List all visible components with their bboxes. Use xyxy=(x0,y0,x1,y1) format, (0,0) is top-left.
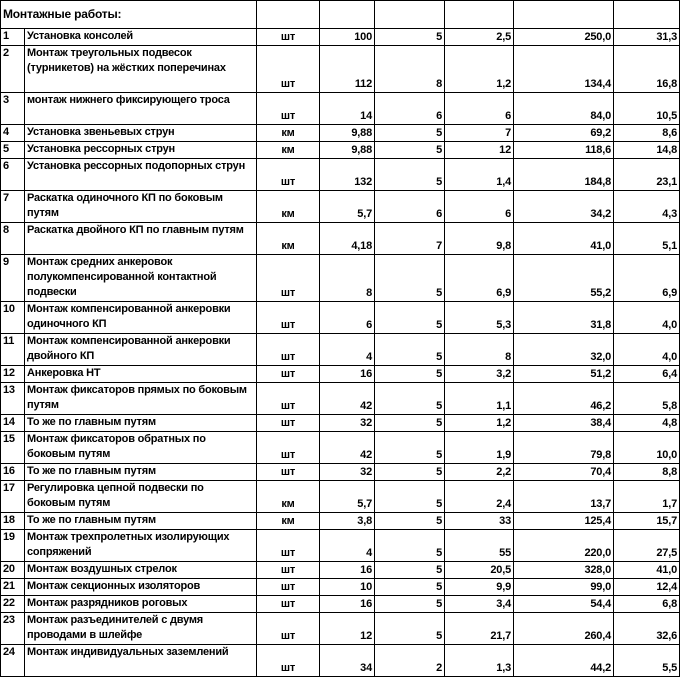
value-cell-b: 1,9 xyxy=(445,432,514,464)
unit-cell: шт xyxy=(257,464,320,481)
value-cell-a: 5 xyxy=(375,530,445,562)
table-row xyxy=(1,645,680,677)
table-row xyxy=(1,596,680,613)
total-cell: 32,0 xyxy=(514,334,614,366)
quantity-cell: 14 xyxy=(320,93,375,125)
value-cell-b: 7 xyxy=(445,125,514,142)
row-number: 21 xyxy=(1,579,25,596)
row-number: 24 xyxy=(1,645,25,677)
table-row xyxy=(1,302,680,334)
total-cell: 34,2 xyxy=(514,191,614,223)
total-cell: 13,7 xyxy=(514,481,614,513)
total-cell: 125,4 xyxy=(514,513,614,530)
quantity-cell: 9,88 xyxy=(320,125,375,142)
value-cell-a: 5 xyxy=(375,255,445,302)
work-name: Установка рессорных струн xyxy=(25,142,257,159)
quantity-cell: 3,8 xyxy=(320,513,375,530)
row-number: 16 xyxy=(1,464,25,481)
total-cell: 46,2 xyxy=(514,383,614,415)
title-row xyxy=(1,1,680,29)
total-cell: 328,0 xyxy=(514,562,614,579)
value-cell-b: 9,9 xyxy=(445,579,514,596)
value-cell-c: 10,0 xyxy=(614,432,680,464)
table-row xyxy=(1,191,680,223)
value-cell-a: 5 xyxy=(375,125,445,142)
work-name: Анкеровка НТ xyxy=(25,366,257,383)
table-row xyxy=(1,29,680,46)
empty-cell xyxy=(445,1,514,29)
work-name: монтаж нижнего фиксирующего троса xyxy=(25,93,257,125)
value-cell-a: 2 xyxy=(375,645,445,677)
work-name: То же по главным путям xyxy=(25,464,257,481)
value-cell-c: 27,5 xyxy=(614,530,680,562)
value-cell-c: 4,0 xyxy=(614,302,680,334)
unit-cell: шт xyxy=(257,645,320,677)
quantity-cell: 16 xyxy=(320,596,375,613)
table-row xyxy=(1,530,680,562)
unit-cell: шт xyxy=(257,432,320,464)
work-name: Монтаж средних анкеровок полукомпенсированной контактной подвески xyxy=(25,255,257,302)
table-row xyxy=(1,415,680,432)
value-cell-c: 23,1 xyxy=(614,159,680,191)
table-row xyxy=(1,513,680,530)
quantity-cell: 100 xyxy=(320,29,375,46)
quantity-cell: 16 xyxy=(320,562,375,579)
unit-cell: шт xyxy=(257,93,320,125)
unit-cell: км xyxy=(257,481,320,513)
empty-cell xyxy=(320,1,375,29)
table-row xyxy=(1,223,680,255)
quantity-cell: 6 xyxy=(320,302,375,334)
unit-cell: шт xyxy=(257,579,320,596)
value-cell-a: 5 xyxy=(375,159,445,191)
value-cell-a: 5 xyxy=(375,481,445,513)
row-number: 9 xyxy=(1,255,25,302)
value-cell-c: 16,8 xyxy=(614,46,680,93)
value-cell-c: 5,1 xyxy=(614,223,680,255)
unit-cell: шт xyxy=(257,613,320,645)
table-row xyxy=(1,93,680,125)
value-cell-b: 21,7 xyxy=(445,613,514,645)
work-name: Монтаж воздушных стрелок xyxy=(25,562,257,579)
work-name: Монтаж треугольных подвесок (турникетов) на жёстких поперечинах xyxy=(25,46,257,93)
quantity-cell: 4 xyxy=(320,334,375,366)
table-row xyxy=(1,562,680,579)
quantity-cell: 8 xyxy=(320,255,375,302)
quantity-cell: 4 xyxy=(320,530,375,562)
value-cell-b: 2,5 xyxy=(445,29,514,46)
row-number: 10 xyxy=(1,302,25,334)
total-cell: 55,2 xyxy=(514,255,614,302)
table-row xyxy=(1,142,680,159)
value-cell-c: 6,8 xyxy=(614,596,680,613)
total-cell: 41,0 xyxy=(514,223,614,255)
value-cell-a: 5 xyxy=(375,29,445,46)
value-cell-c: 4,8 xyxy=(614,415,680,432)
row-number: 4 xyxy=(1,125,25,142)
table-row xyxy=(1,255,680,302)
value-cell-a: 5 xyxy=(375,383,445,415)
total-cell: 79,8 xyxy=(514,432,614,464)
work-name: Монтаж трехпролетных изолирующих сопряжений xyxy=(25,530,257,562)
value-cell-b: 1,2 xyxy=(445,46,514,93)
table-row xyxy=(1,481,680,513)
value-cell-c: 1,7 xyxy=(614,481,680,513)
row-number: 15 xyxy=(1,432,25,464)
work-name: Монтаж индивидуальных заземлений xyxy=(25,645,257,677)
unit-cell: шт xyxy=(257,562,320,579)
value-cell-c: 12,4 xyxy=(614,579,680,596)
unit-cell: км xyxy=(257,125,320,142)
quantity-cell: 9,88 xyxy=(320,142,375,159)
work-name: Монтаж фиксаторов прямых по боковым путям xyxy=(25,383,257,415)
row-number: 20 xyxy=(1,562,25,579)
total-cell: 44,2 xyxy=(514,645,614,677)
value-cell-c: 6,4 xyxy=(614,366,680,383)
row-number: 5 xyxy=(1,142,25,159)
value-cell-b: 8 xyxy=(445,334,514,366)
empty-cell xyxy=(257,1,320,29)
unit-cell: шт xyxy=(257,159,320,191)
value-cell-a: 5 xyxy=(375,334,445,366)
value-cell-c: 5,5 xyxy=(614,645,680,677)
quantity-cell: 16 xyxy=(320,366,375,383)
quantity-cell: 42 xyxy=(320,432,375,464)
work-name: Раскатка одиночного КП по боковым путям xyxy=(25,191,257,223)
work-name: Монтаж разъединителей с двумя проводами в шлейфе xyxy=(25,613,257,645)
quantity-cell: 32 xyxy=(320,415,375,432)
value-cell-a: 5 xyxy=(375,302,445,334)
quantity-cell: 5,7 xyxy=(320,481,375,513)
value-cell-c: 4,0 xyxy=(614,334,680,366)
row-number: 13 xyxy=(1,383,25,415)
row-number: 3 xyxy=(1,93,25,125)
work-name: Монтаж фиксаторов обратных по боковым путям xyxy=(25,432,257,464)
row-number: 1 xyxy=(1,29,25,46)
value-cell-a: 5 xyxy=(375,613,445,645)
quantity-cell: 42 xyxy=(320,383,375,415)
value-cell-a: 8 xyxy=(375,46,445,93)
value-cell-b: 1,2 xyxy=(445,415,514,432)
work-name: Установка звеньевых струн xyxy=(25,125,257,142)
unit-cell: шт xyxy=(257,596,320,613)
value-cell-a: 5 xyxy=(375,513,445,530)
row-number: 8 xyxy=(1,223,25,255)
unit-cell: шт xyxy=(257,255,320,302)
unit-cell: шт xyxy=(257,383,320,415)
total-cell: 38,4 xyxy=(514,415,614,432)
value-cell-b: 1,1 xyxy=(445,383,514,415)
total-cell: 134,4 xyxy=(514,46,614,93)
row-number: 18 xyxy=(1,513,25,530)
unit-cell: шт xyxy=(257,530,320,562)
value-cell-b: 9,8 xyxy=(445,223,514,255)
value-cell-b: 6 xyxy=(445,93,514,125)
quantity-cell: 12 xyxy=(320,613,375,645)
table-row xyxy=(1,579,680,596)
quantity-cell: 10 xyxy=(320,579,375,596)
value-cell-b: 2,4 xyxy=(445,481,514,513)
value-cell-b: 6,9 xyxy=(445,255,514,302)
work-name: Регулировка цепной подвески по боковым путям xyxy=(25,481,257,513)
unit-cell: км xyxy=(257,223,320,255)
work-name: Установка рессорных подопорных струн xyxy=(25,159,257,191)
value-cell-b: 3,4 xyxy=(445,596,514,613)
value-cell-c: 10,5 xyxy=(614,93,680,125)
total-cell: 70,4 xyxy=(514,464,614,481)
quantity-cell: 32 xyxy=(320,464,375,481)
value-cell-c: 6,9 xyxy=(614,255,680,302)
table-row xyxy=(1,432,680,464)
value-cell-a: 6 xyxy=(375,191,445,223)
table-row xyxy=(1,366,680,383)
value-cell-a: 5 xyxy=(375,596,445,613)
work-name: Монтаж компенсированной анкеровки двойного КП xyxy=(25,334,257,366)
value-cell-c: 14,8 xyxy=(614,142,680,159)
work-name: Монтаж компенсированной анкеровки одиночного КП xyxy=(25,302,257,334)
total-cell: 84,0 xyxy=(514,93,614,125)
table-row xyxy=(1,613,680,645)
total-cell: 31,8 xyxy=(514,302,614,334)
value-cell-b: 55 xyxy=(445,530,514,562)
value-cell-b: 20,5 xyxy=(445,562,514,579)
value-cell-a: 5 xyxy=(375,579,445,596)
value-cell-b: 3,2 xyxy=(445,366,514,383)
table-row xyxy=(1,125,680,142)
row-number: 12 xyxy=(1,366,25,383)
unit-cell: шт xyxy=(257,415,320,432)
table-row xyxy=(1,159,680,191)
value-cell-b: 1,3 xyxy=(445,645,514,677)
table-title: Монтажные работы: xyxy=(1,1,257,29)
value-cell-a: 5 xyxy=(375,562,445,579)
quantity-cell: 112 xyxy=(320,46,375,93)
work-name: Монтаж секционных изоляторов xyxy=(25,579,257,596)
unit-cell: км xyxy=(257,513,320,530)
value-cell-c: 8,6 xyxy=(614,125,680,142)
value-cell-a: 5 xyxy=(375,432,445,464)
unit-cell: шт xyxy=(257,302,320,334)
total-cell: 250,0 xyxy=(514,29,614,46)
row-number: 11 xyxy=(1,334,25,366)
work-name: Монтаж разрядников роговых xyxy=(25,596,257,613)
total-cell: 184,8 xyxy=(514,159,614,191)
quantity-cell: 4,18 xyxy=(320,223,375,255)
total-cell: 260,4 xyxy=(514,613,614,645)
value-cell-a: 5 xyxy=(375,464,445,481)
value-cell-b: 6 xyxy=(445,191,514,223)
value-cell-c: 41,0 xyxy=(614,562,680,579)
unit-cell: шт xyxy=(257,334,320,366)
unit-cell: шт xyxy=(257,366,320,383)
value-cell-c: 8,8 xyxy=(614,464,680,481)
quantity-cell: 34 xyxy=(320,645,375,677)
value-cell-c: 32,6 xyxy=(614,613,680,645)
empty-cell xyxy=(514,1,614,29)
total-cell: 118,6 xyxy=(514,142,614,159)
value-cell-c: 4,3 xyxy=(614,191,680,223)
value-cell-c: 5,8 xyxy=(614,383,680,415)
quantity-cell: 5,7 xyxy=(320,191,375,223)
total-cell: 51,2 xyxy=(514,366,614,383)
value-cell-c: 31,3 xyxy=(614,29,680,46)
total-cell: 69,2 xyxy=(514,125,614,142)
table-row xyxy=(1,46,680,93)
value-cell-b: 33 xyxy=(445,513,514,530)
unit-cell: км xyxy=(257,191,320,223)
total-cell: 54,4 xyxy=(514,596,614,613)
row-number: 22 xyxy=(1,596,25,613)
value-cell-a: 6 xyxy=(375,93,445,125)
value-cell-a: 5 xyxy=(375,142,445,159)
work-name: То же по главным путям xyxy=(25,415,257,432)
value-cell-b: 12 xyxy=(445,142,514,159)
row-number: 17 xyxy=(1,481,25,513)
empty-cell xyxy=(614,1,680,29)
row-number: 7 xyxy=(1,191,25,223)
total-cell: 220,0 xyxy=(514,530,614,562)
value-cell-b: 1,4 xyxy=(445,159,514,191)
row-number: 23 xyxy=(1,613,25,645)
value-cell-b: 2,2 xyxy=(445,464,514,481)
work-name: Установка консолей xyxy=(25,29,257,46)
empty-cell xyxy=(375,1,445,29)
value-cell-a: 7 xyxy=(375,223,445,255)
row-number: 2 xyxy=(1,46,25,93)
total-cell: 99,0 xyxy=(514,579,614,596)
value-cell-b: 5,3 xyxy=(445,302,514,334)
table-row xyxy=(1,334,680,366)
value-cell-a: 5 xyxy=(375,366,445,383)
value-cell-c: 15,7 xyxy=(614,513,680,530)
row-number: 19 xyxy=(1,530,25,562)
work-name: Раскатка двойного КП по главным путям xyxy=(25,223,257,255)
table-row xyxy=(1,464,680,481)
unit-cell: шт xyxy=(257,46,320,93)
unit-cell: шт xyxy=(257,29,320,46)
work-name: То же по главным путям xyxy=(25,513,257,530)
quantity-cell: 132 xyxy=(320,159,375,191)
row-number: 6 xyxy=(1,159,25,191)
table-row xyxy=(1,383,680,415)
unit-cell: км xyxy=(257,142,320,159)
row-number: 14 xyxy=(1,415,25,432)
value-cell-a: 5 xyxy=(375,415,445,432)
